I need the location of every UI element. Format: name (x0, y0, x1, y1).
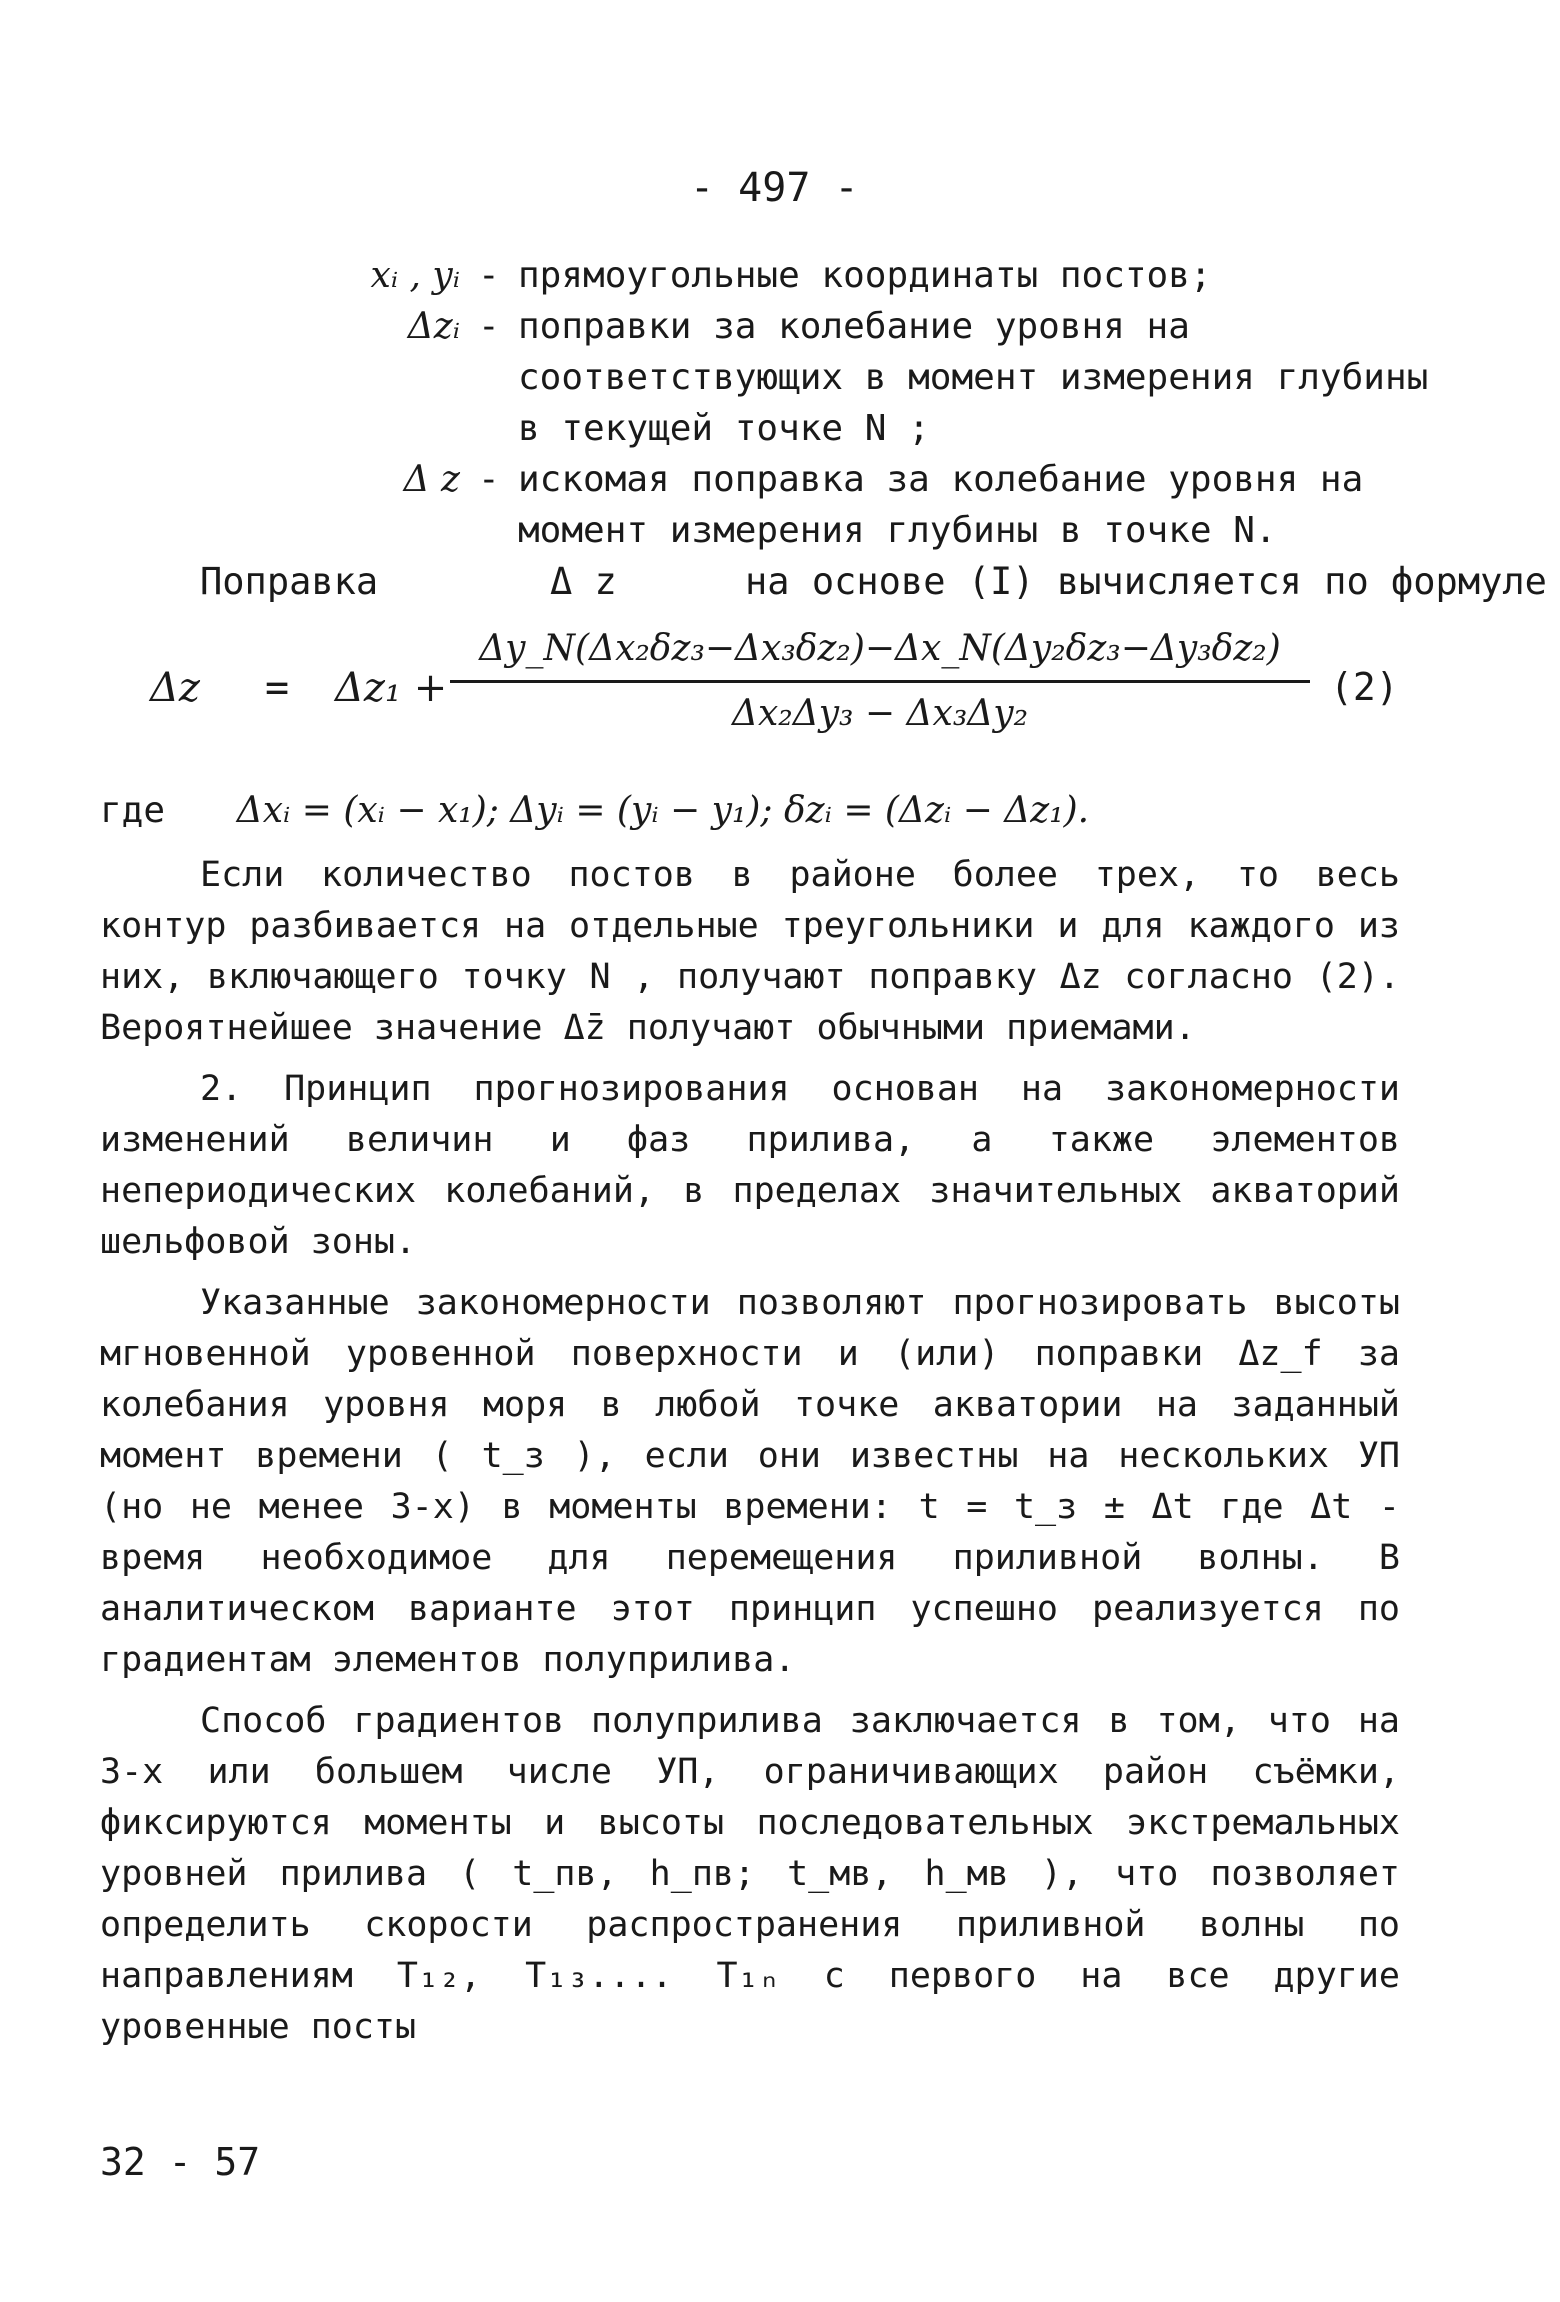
formula-lhs: Δz (150, 665, 200, 711)
formula-intro (200, 560, 1547, 603)
formula-2 (150, 620, 1420, 770)
equation-number: (2) (1330, 665, 1399, 709)
paragraph: Указанные закономерности позволяют прогнозировать высоты мгновенной уровенной поверхности и (или) поправки Δz_f за колебания уровня моря в любой точке акватории на заданный момент времени ( t_з ), если они известны на нескольких УП (но не менее 3-х) в моменты времени: t = t_з ± Δt где Δt - время необходимое для перемещения приливной волны. В аналитическом варианте этот принцип успешно реализуется по градиентам элементов полуприлива. (100, 1283, 1400, 1680)
definition-symbol: Δzᵢ (407, 306, 460, 347)
definition-dash: - (478, 459, 500, 500)
intro-symbol: Δ z (550, 560, 617, 603)
where-clause (100, 790, 1089, 831)
formula-numerator: Δy_N(Δx₂δz₃−Δx₃δz₂)−Δx_N(Δy₂δz₃−Δy₃δz₂) (479, 628, 1281, 669)
where-label: где (100, 790, 166, 831)
footer-signature: 32 - 57 (100, 2140, 261, 2184)
definition-dash: - (478, 306, 500, 347)
definition-item (280, 250, 1430, 301)
definition-list (280, 250, 1430, 556)
formula-equals: = (265, 665, 290, 711)
definition-symbol: Δ z (403, 459, 460, 500)
definition-dash: - (478, 255, 500, 296)
intro-rest: на основе (I) вычисляется по формуле (745, 560, 1547, 603)
fraction-bar (450, 680, 1310, 683)
definition-text: прямоугольные координаты постов; (518, 255, 1212, 296)
definition-item (280, 454, 1430, 556)
paragraph: 2. Принцип прогнозирования основан на закономерности изменений величин и фаз прилива, а также элементов непериодических колебаний, в пределах значительных акваторий шельфовой зоны. (100, 1069, 1400, 1262)
definition-text: поправки за колебание уровня на соответствующих в момент измерения глубины в текущей точке N ; (518, 306, 1429, 449)
paragraph: Способ градиентов полуприлива заключается в том, что на 3-х или большем числе УП, ограничивающих район съёмки, фиксируются моменты и высоты последовательных экстремальных уровней прилива ( t_пв, h_пв; t_мв, h_мв ), что позволяет определить скорости распространения приливной волны по направлениям T₁₂, T₁₃.... T₁ₙ с первого на все другие уровенные посты (100, 1701, 1400, 2047)
definition-text: искомая поправка за колебание уровня на момент измерения глубины в точке N. (518, 459, 1364, 551)
intro-lead: Поправка (200, 560, 379, 603)
formula-denominator: Δx₂Δy₃ − Δx₃Δy₂ (731, 693, 1029, 734)
where-expression: Δxᵢ = (xᵢ − x₁); Δyᵢ = (yᵢ − y₁); δzᵢ = (Δzᵢ − Δz₁). (236, 790, 1090, 831)
formula-term: Δz₁ + (335, 665, 448, 711)
page-number: - 497 - (690, 165, 859, 211)
paragraph: Если количество постов в районе более трех, то весь контур разбивается на отдельные треугольники и для каждого из них, включающего точку N , получают поправку Δz согласно (2). Вероятнейшее значение Δz̄ получают обычными приемами. (100, 855, 1400, 1048)
definition-symbol: xᵢ , yᵢ (370, 255, 460, 296)
definition-item (280, 301, 1430, 454)
body-text (100, 850, 1400, 2063)
formula-fraction (450, 620, 1310, 743)
